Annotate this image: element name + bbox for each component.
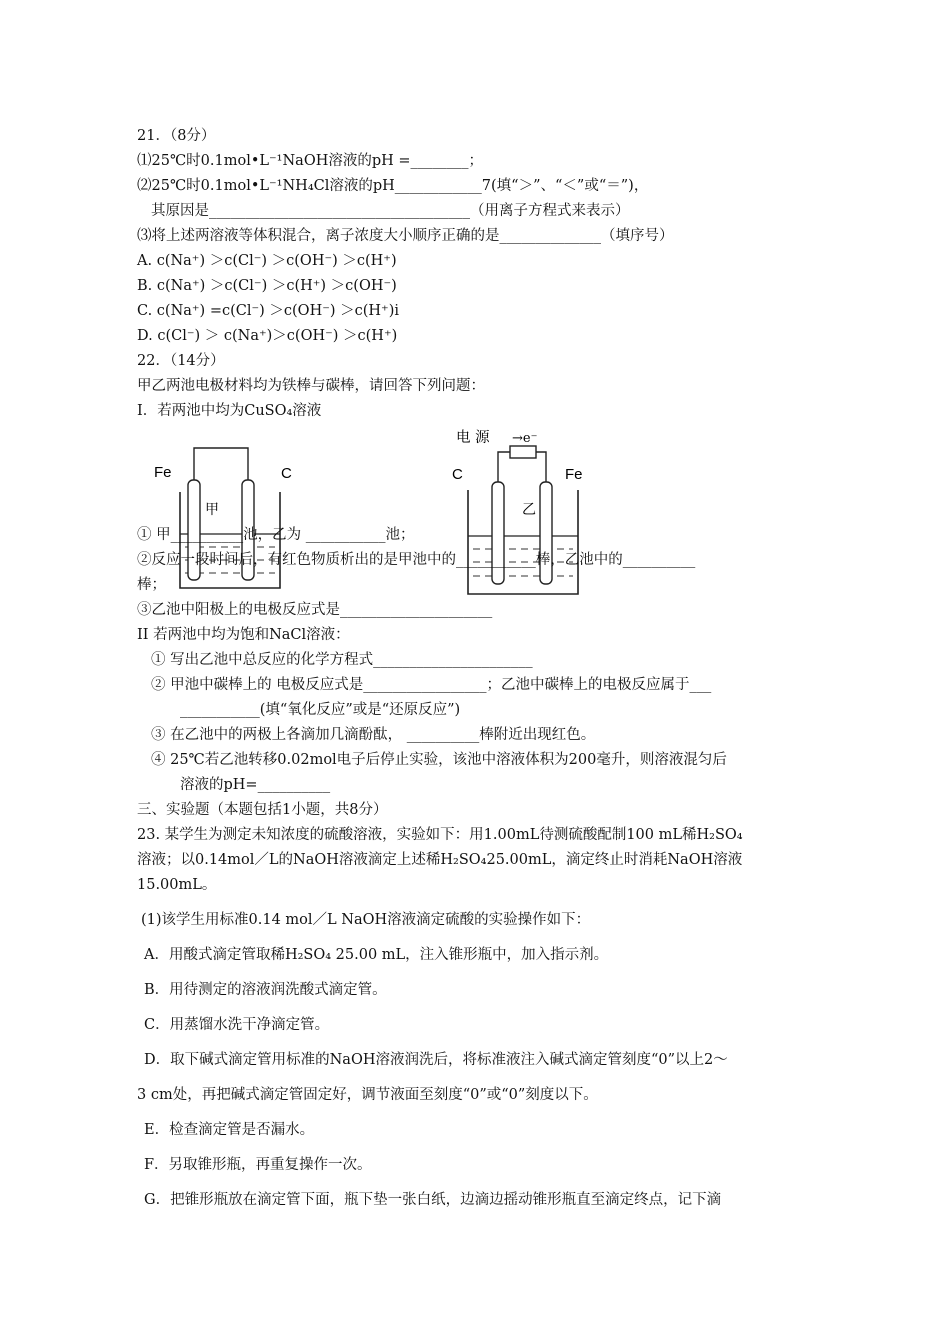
q22-ii-1: ① 写出乙池中总反应的化学方程式______________________: [151, 652, 533, 668]
q22-i-2-cont: 棒；: [137, 577, 166, 593]
cell-yi-name: 乙: [522, 502, 536, 518]
power-source-icon: [510, 446, 536, 458]
power-source-label: 电 源: [456, 430, 490, 446]
q22-i-2: ②反应一段时间后，有红色物质析出的是甲池中的___________棒，乙池中的__________: [137, 552, 696, 568]
q22-ii-2: ② 甲池中碳棒上的 电极反应式是_________________；乙池中碳棒上的电极反应属于___: [151, 677, 712, 693]
q23-step-b: B．用待测定的溶液润洗酸式滴定管。: [144, 982, 387, 998]
q23-step-a: A．用酸式滴定管取稀H₂SO₄ 25.00 mL，注入锥形瓶中，加入指示剂。: [144, 947, 609, 963]
q22-ii-4-cont: 溶液的pH=__________: [180, 777, 331, 793]
electron-flow-label: →e⁻: [512, 431, 538, 446]
cell-jia-right-electrode: C: [281, 465, 292, 482]
q23-step-g: G．把锥形瓶放在滴定管下面，瓶下垫一张白纸，边滴边摇动锥形瓶直至滴定终点，记下滴: [144, 1192, 722, 1208]
q23-line-2: 溶液；以0.14mol／L的NaOH溶液滴定上述稀H₂SO₄25.00mL，滴定终止时消耗NaOH溶液: [137, 852, 743, 868]
q22-part-ii: II 若两池中均为饱和NaCl溶液：: [137, 627, 350, 643]
q22-heading: 22．（14分）: [137, 353, 225, 369]
q21-option-a: A. c(Na⁺) ＞c(Cl⁻) ＞c(OH⁻) ＞c(H⁺): [137, 253, 397, 269]
q21-part2: ⑵25℃时0.1mol•L⁻¹NH₄Cl溶液的pH____________7(填“＞”、“＜”或“＝”)，: [137, 178, 649, 194]
q21-part2-reason: 其原因是____________________________________（用离子方程式来表示）: [151, 203, 630, 219]
q23-step-c: C．用蒸馏水洗干净滴定管。: [144, 1017, 330, 1033]
q21-part1: ⑴25℃时0.1mol•L⁻¹NaOH溶液的pH =________；: [137, 153, 484, 169]
q23-step-d-cont: 3 cm处，再把碱式滴定管固定好，调节液面至刻度“0”或“0”刻度以下。: [137, 1087, 598, 1103]
q23-line-1: 23. 某学生为测定未知浓度的硫酸溶液，实验如下：用1.00mL待测硫酸配制100 mL稀H₂SO₄: [137, 827, 743, 843]
q22-intro: 甲乙两池电极材料均为铁棒与碳棒，请回答下列问题：: [137, 378, 485, 394]
cell-yi-left-electrode: C: [452, 466, 463, 483]
q21-option-b: B. c(Na⁺) ＞c(Cl⁻) ＞c(H⁺) ＞c(OH⁻): [137, 278, 397, 294]
q23-sub-1: (1)该学生用标准0.14 mol／L NaOH溶液滴定硫酸的实验操作如下：: [141, 912, 591, 928]
cell-jia-name: 甲: [205, 502, 219, 518]
q22-i-3: ③乙池中阳极上的电极反应式是_____________________: [137, 602, 493, 618]
q21-heading: 21．（8分）: [137, 128, 216, 144]
section-3-heading: 三、实验题（本题包括1小题，共8分）: [137, 802, 388, 818]
q22-part-i: I．若两池中均为CuSO₄溶液: [137, 403, 322, 419]
q22-ii-3: ③ 在乙池中的两极上各滴加几滴酚酞， __________棒附近出现红色。: [151, 727, 596, 743]
cell-yi: [468, 446, 578, 594]
cell-yi-right-electrode: Fe: [565, 466, 583, 483]
q22-ii-4: ④ 25℃若乙池转移0.02mol电子后停止实验，该池中溶液体积为200毫升，则溶液混匀后: [151, 752, 727, 768]
q23-line-3: 15.00mL。: [137, 877, 217, 893]
q21-option-c: C. c(Na⁺) =c(Cl⁻) ＞c(OH⁻) ＞c(H⁺)i: [137, 303, 400, 319]
q22-ii-2-cont: ___________(填“氧化反应”或是“还原反应”): [180, 702, 461, 718]
q21-option-d: D. c(Cl⁻) ＞ c(Na⁺)＞c(OH⁻) ＞c(H⁺): [137, 328, 398, 344]
q23-step-f: F．另取锥形瓶，再重复操作一次。: [144, 1157, 372, 1173]
cell-jia-left-electrode: Fe: [154, 464, 172, 481]
q21-part3: ⑶将上述两溶液等体积混合，离子浓度大小顺序正确的是______________（填序号）: [137, 228, 674, 244]
q23-step-e: E．检查滴定管是否漏水。: [144, 1122, 315, 1138]
q23-step-d: D．取下碱式滴定管用标准的NaOH溶液润洗后，将标准液注入碱式滴定管刻度“0”以上2～: [144, 1052, 728, 1068]
q22-i-1: ① 甲__________池，乙为 ___________池；: [137, 527, 415, 543]
